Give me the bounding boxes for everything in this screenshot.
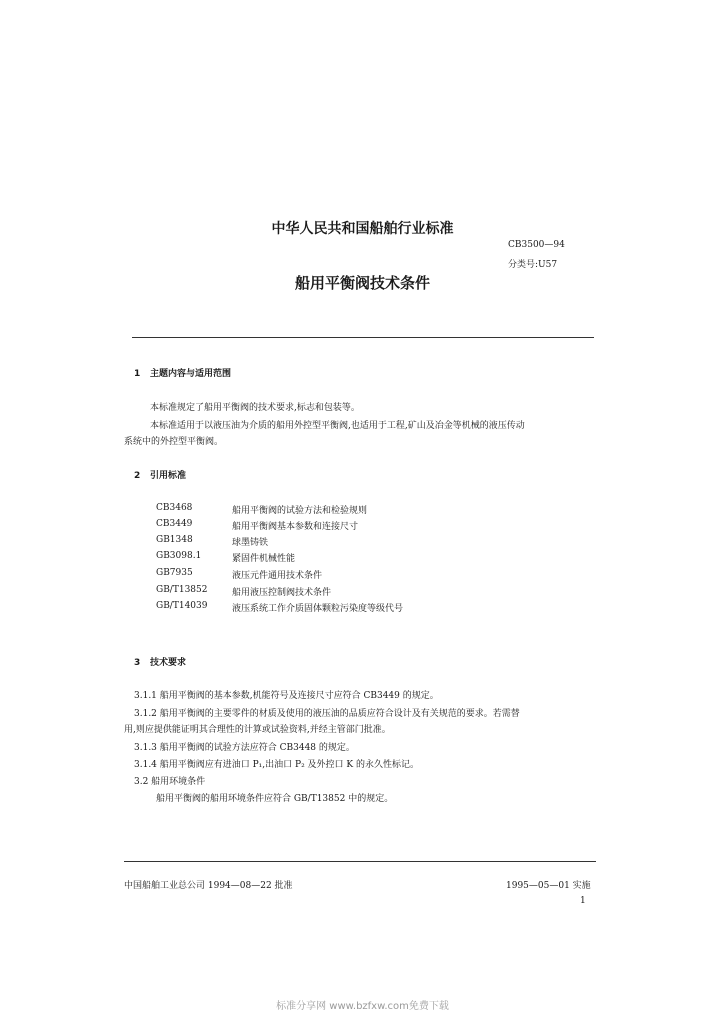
clause-3-2-text: 船用平衡阀的船用环境条件应符合 GB/T13852 中的规定。 xyxy=(156,794,394,804)
implementation-date: 1995—05—01 实施 xyxy=(506,881,591,891)
ref-title: 船用平衡阀的试验方法和检验规则 xyxy=(232,506,368,516)
org-title: 中华人民共和国船舶行业标准 xyxy=(271,221,454,237)
clause-3-1-2-line-1: 3.1.2 船用平衡阀的主要零件的材质及使用的液压油的品质应符合设计及有关规范的要求。若需替 xyxy=(134,709,520,719)
section-1-number: 1 xyxy=(134,369,141,379)
approval-date: 中国船舶工业总公司 1994—08—22 批准 xyxy=(124,881,293,891)
ref-title: 船用平衡阀基本参数和连接尺寸 xyxy=(232,522,359,532)
document-title: 船用平衡阀技术条件 xyxy=(294,274,430,292)
footer-rule xyxy=(124,861,596,862)
ref-title: 紧固件机械性能 xyxy=(232,554,296,564)
page-number: 1 xyxy=(580,896,586,906)
section-1-heading xyxy=(134,366,231,379)
section-1-title: 主题内容与适用范围 xyxy=(150,369,232,379)
ref-code: GB/T14039 xyxy=(156,601,208,611)
ref-code: GB7935 xyxy=(156,568,193,578)
section-2-number: 2 xyxy=(134,471,141,481)
ref-code: GB1348 xyxy=(156,535,193,545)
section-2-title: 引用标准 xyxy=(150,471,187,481)
header-rule xyxy=(132,337,594,338)
ref-code: GB3098.1 xyxy=(156,551,202,561)
ref-title: 液压元件通用技术条件 xyxy=(232,571,323,581)
classification-number: 分类号:U57 xyxy=(508,260,558,270)
clause-3-1-2-line-2: 用,则应提供能证明其合理性的计算或试验资料,并经主管部门批准。 xyxy=(124,725,391,735)
ref-code: GB/T13852 xyxy=(156,585,208,595)
ref-title: 球墨铸铁 xyxy=(232,538,269,548)
standard-number: CB3500—94 xyxy=(508,240,565,250)
section-2-heading xyxy=(134,468,186,481)
clause-3-2: 3.2 船用环境条件 xyxy=(134,777,206,787)
section-1-para-2-line-2: 系统中的外控型平衡阀。 xyxy=(124,437,224,447)
clause-3-1-1: 3.1.1 船用平衡阀的基本参数,机能符号及连接尺寸应符合 CB3449 的规定。 xyxy=(134,691,439,701)
section-3-heading xyxy=(134,655,186,668)
clause-3-1-3: 3.1.3 船用平衡阀的试验方法应符合 CB3448 的规定。 xyxy=(134,743,355,753)
ref-title: 液压系统工作介质固体颗粒污染度等级代号 xyxy=(232,604,404,614)
section-1-para-2-line-1: 本标准适用于以液压油为介质的船用外控型平衡阀,也适用于工程,矿山及冶金等机械的液压传动 xyxy=(150,421,525,431)
ref-code: CB3449 xyxy=(156,519,193,529)
clause-3-1-4: 3.1.4 船用平衡阀应有进油口 P₁,出油口 P₂ 及外控口 K 的永久性标记。 xyxy=(134,760,419,770)
section-3-number: 3 xyxy=(134,658,141,668)
section-3-title: 技术要求 xyxy=(150,658,187,668)
ref-title: 船用液压控制阀技术条件 xyxy=(232,588,332,598)
watermark: 标准分享网 www.bzfxw.com免费下载 xyxy=(276,1001,449,1012)
ref-code: CB3468 xyxy=(156,503,193,513)
section-1-para-1: 本标准规定了船用平衡阀的技术要求,标志和包装等。 xyxy=(150,403,360,413)
